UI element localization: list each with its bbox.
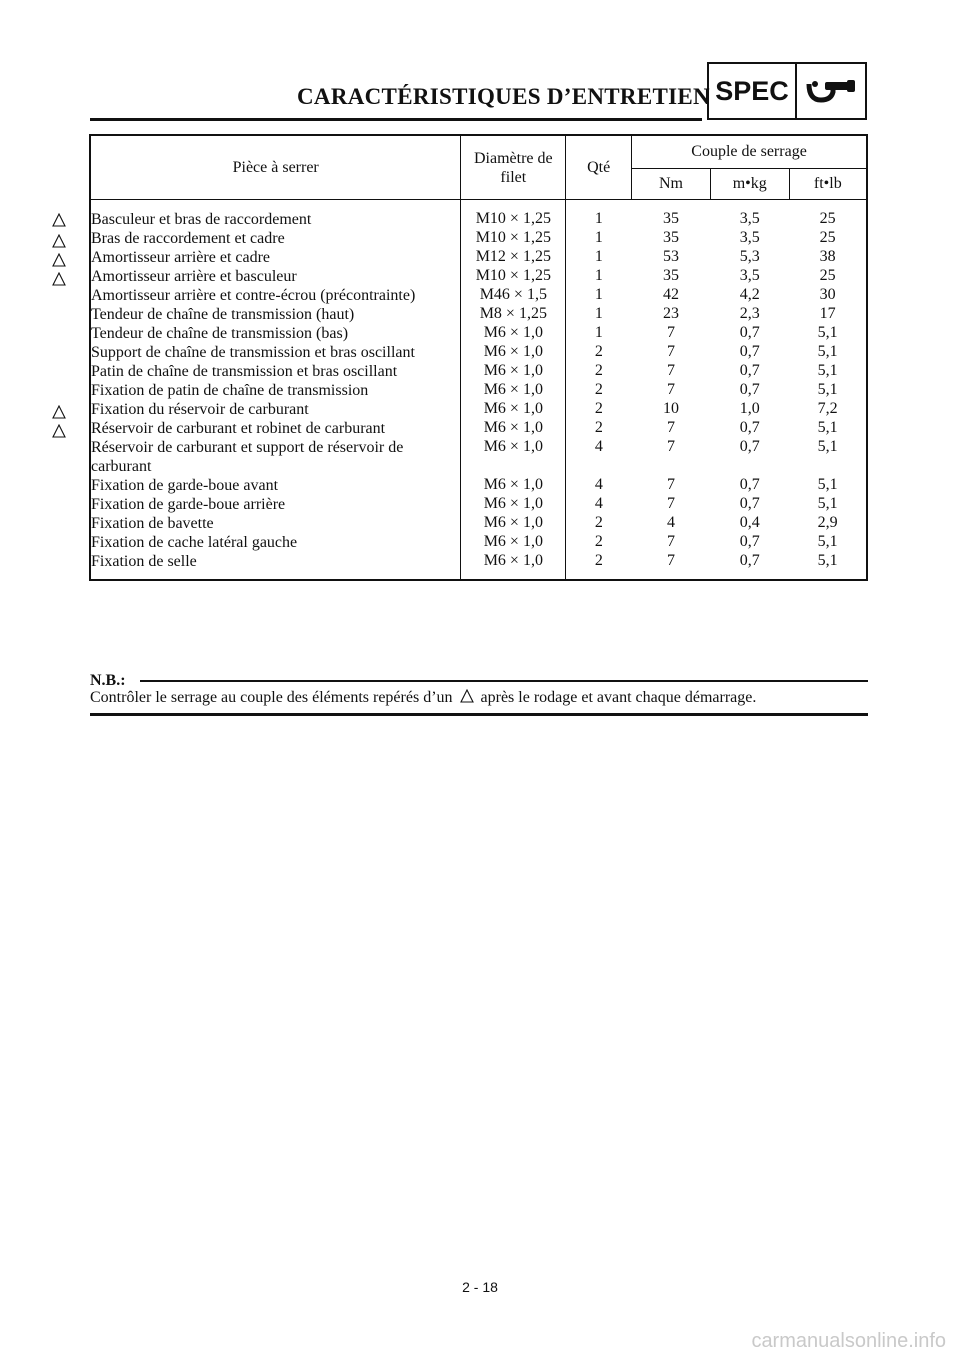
- triangle-mark-icon: [52, 234, 66, 248]
- cell-nm: 7: [666, 362, 675, 379]
- cell-nm: 42: [662, 286, 679, 303]
- triangle-mark-icon: [52, 405, 66, 419]
- cell-mkg: 0,7: [739, 362, 760, 379]
- cell-qty: 4: [594, 495, 603, 512]
- triangle-mark-icon: [460, 689, 474, 703]
- table-row: [90, 476, 867, 495]
- cell-thread: M46 × 1,5: [461, 286, 566, 305]
- cell-ftlb: 5,1: [817, 343, 838, 360]
- table-row: [90, 324, 867, 343]
- cell-qty: 2: [594, 343, 603, 360]
- cell-thread: M6 × 1,0: [461, 476, 566, 495]
- table-row: [90, 495, 867, 514]
- cell-thread: M6 × 1,0: [461, 495, 566, 514]
- cell-mkg: 3,5: [739, 229, 760, 246]
- table-row: [90, 248, 867, 267]
- cell-nm: 7: [666, 438, 675, 455]
- cell-mkg: 0,7: [739, 343, 760, 360]
- table-row: [90, 229, 867, 248]
- cell-thread: M10 × 1,25: [461, 267, 566, 286]
- header-qty: Qté: [566, 135, 632, 200]
- cell-ftlb: 38: [819, 248, 836, 265]
- cell-part: Amortisseur arrière et contre-écrou (précontrainte): [90, 286, 461, 305]
- cell-part: Fixation de cache latéral gauche: [90, 533, 461, 552]
- cell-part: Tendeur de chaîne de transmission (bas): [90, 324, 461, 343]
- cell-part: Fixation de garde-boue arrière: [90, 495, 461, 514]
- page-title: CARACTÉRISTIQUES D’ENTRETIEN: [297, 84, 710, 109]
- cell-ftlb: 2,9: [817, 514, 838, 531]
- cell-thread: M10 × 1,25: [461, 200, 566, 230]
- table-row: [90, 343, 867, 362]
- cell-thread: M6 × 1,0: [461, 324, 566, 343]
- cell-qty: 2: [594, 514, 603, 531]
- note-rule-bottom: [90, 713, 868, 716]
- cell-part: Réservoir de carburant et robinet de carburant: [90, 419, 461, 438]
- table-row: [90, 381, 867, 400]
- cell-part: Fixation du réservoir de carburant: [90, 400, 461, 419]
- header-part: Pièce à serrer: [90, 135, 461, 200]
- watermark: carmanualsonline.info: [751, 1330, 946, 1352]
- spec-label: SPEC: [709, 64, 797, 118]
- cell-mkg: 3,5: [739, 267, 760, 284]
- table-row: [90, 286, 867, 305]
- cell-nm: 7: [666, 343, 675, 360]
- cell-mkg: 0,7: [739, 533, 760, 550]
- cell-part: Amortisseur arrière et cadre: [90, 248, 461, 267]
- cell-mkg: 3,5: [739, 210, 760, 227]
- cell-part: Tendeur de chaîne de transmission (haut): [90, 305, 461, 324]
- cell-thread: M8 × 1,25: [461, 305, 566, 324]
- table-row: [90, 362, 867, 381]
- torque-wrench-icon: [797, 64, 865, 118]
- cell-qty: 4: [594, 476, 603, 493]
- cell-qty: 1: [594, 324, 603, 341]
- torque-table: [89, 134, 868, 581]
- cell-qty: 2: [594, 400, 603, 417]
- cell-mkg: 0,7: [739, 495, 760, 512]
- cell-thread: M6 × 1,0: [461, 381, 566, 400]
- header-torque: Couple de serrage: [632, 135, 867, 169]
- note-rule-top: [140, 680, 868, 682]
- cell-qty: 1: [594, 229, 603, 246]
- note-text-before: Contrôler le serrage au couple des éléments repérés d’un: [90, 689, 453, 706]
- cell-mkg: 0,4: [739, 514, 760, 531]
- cell-nm: 53: [662, 248, 679, 265]
- table-row: [90, 514, 867, 533]
- cell-thread: M6 × 1,0: [461, 343, 566, 362]
- cell-nm: 10: [662, 400, 679, 417]
- cell-qty: 1: [594, 248, 603, 265]
- cell-qty: 1: [594, 305, 603, 322]
- cell-qty: 4: [594, 438, 603, 455]
- triangle-mark-icon: [52, 424, 66, 438]
- cell-mkg: 1,0: [739, 400, 760, 417]
- spec-badge: [707, 62, 867, 120]
- cell-thread: M10 × 1,25: [461, 229, 566, 248]
- cell-ftlb: 5,1: [817, 533, 838, 550]
- cell-nm: 4: [666, 514, 675, 531]
- cell-qty: 1: [594, 286, 603, 303]
- cell-ftlb: 5,1: [817, 552, 838, 569]
- cell-part: Basculeur et bras de raccordement: [90, 200, 461, 230]
- table-row: [90, 267, 867, 286]
- cell-qty: 2: [594, 533, 603, 550]
- cell-thread: M12 × 1,25: [461, 248, 566, 267]
- cell-part: Amortisseur arrière et basculeur: [90, 267, 461, 286]
- cell-nm: 35: [662, 229, 679, 246]
- cell-qty: 2: [594, 381, 603, 398]
- cell-ftlb: 5,1: [817, 419, 838, 436]
- cell-part: Fixation de bavette: [90, 514, 461, 533]
- cell-thread: M6 × 1,0: [461, 362, 566, 381]
- cell-part: Support de chaîne de transmission et bras oscillant: [90, 343, 461, 362]
- cell-thread: M6 × 1,0: [461, 419, 566, 438]
- cell-ftlb: 17: [819, 305, 836, 322]
- cell-ftlb: 25: [819, 267, 836, 284]
- cell-ftlb: 7,2: [817, 400, 838, 417]
- header-mkg: m•kg: [710, 169, 789, 200]
- cell-qty: 1: [594, 210, 603, 227]
- cell-thread: M6 × 1,0: [461, 438, 566, 476]
- cell-ftlb: 30: [819, 286, 836, 303]
- table-row: [90, 533, 867, 552]
- cell-nm: 7: [666, 419, 675, 436]
- cell-part: Fixation de selle: [90, 552, 461, 580]
- cell-nm: 7: [666, 381, 675, 398]
- cell-nm: 7: [666, 324, 675, 341]
- cell-part: Réservoir de carburant et support de réservoir de carburant: [90, 438, 461, 476]
- cell-mkg: 0,7: [739, 438, 760, 455]
- table-row: [90, 400, 867, 419]
- triangle-mark-icon: [52, 272, 66, 286]
- cell-mkg: 5,3: [739, 248, 760, 265]
- triangle-mark-icon: [52, 213, 66, 227]
- table-row: [90, 438, 867, 476]
- table-row: [90, 305, 867, 324]
- cell-nm: 35: [662, 267, 679, 284]
- cell-part: Fixation de garde-boue avant: [90, 476, 461, 495]
- cell-thread: M6 × 1,0: [461, 400, 566, 419]
- table-row: [90, 552, 867, 580]
- cell-nm: 35: [662, 210, 679, 227]
- cell-ftlb: 5,1: [817, 438, 838, 455]
- cell-mkg: 0,7: [739, 381, 760, 398]
- table-row: [90, 419, 867, 438]
- note-title: N.B.:: [90, 672, 126, 689]
- cell-mkg: 0,7: [739, 476, 760, 493]
- note-text-after: après le rodage et avant chaque démarrage.: [480, 689, 757, 706]
- cell-ftlb: 5,1: [817, 362, 838, 379]
- cell-mkg: 0,7: [739, 552, 760, 569]
- cell-mkg: 2,3: [739, 305, 760, 322]
- cell-part: Patin de chaîne de transmission et bras oscillant: [90, 362, 461, 381]
- cell-ftlb: 5,1: [817, 476, 838, 493]
- header-thread: Diamètre de filet: [461, 135, 566, 200]
- cell-part: Bras de raccordement et cadre: [90, 229, 461, 248]
- header-nm: Nm: [632, 169, 711, 200]
- cell-ftlb: 5,1: [817, 324, 838, 341]
- table-row: [90, 200, 867, 230]
- cell-nm: 7: [666, 533, 675, 550]
- cell-qty: 2: [594, 362, 603, 379]
- cell-ftlb: 5,1: [817, 381, 838, 398]
- cell-nm: 23: [662, 305, 679, 322]
- cell-part: Fixation de patin de chaîne de transmission: [90, 381, 461, 400]
- cell-ftlb: 25: [819, 210, 836, 227]
- cell-nm: 7: [666, 495, 675, 512]
- cell-thread: M6 × 1,0: [461, 514, 566, 533]
- cell-ftlb: 25: [819, 229, 836, 246]
- cell-nm: 7: [666, 476, 675, 493]
- cell-qty: 2: [594, 419, 603, 436]
- cell-mkg: 4,2: [739, 286, 760, 303]
- cell-qty: 2: [594, 552, 603, 569]
- cell-mkg: 0,7: [739, 324, 760, 341]
- cell-nm: 7: [666, 552, 675, 569]
- note-text: [90, 689, 756, 707]
- header-ftlb: ft•lb: [789, 169, 867, 200]
- cell-thread: M6 × 1,0: [461, 552, 566, 580]
- triangle-mark-icon: [52, 253, 66, 267]
- cell-thread: M6 × 1,0: [461, 533, 566, 552]
- cell-mkg: 0,7: [739, 419, 760, 436]
- cell-qty: 1: [594, 267, 603, 284]
- cell-ftlb: 5,1: [817, 495, 838, 512]
- page-number: 2 - 18: [462, 1279, 498, 1295]
- header-rule: [90, 118, 702, 121]
